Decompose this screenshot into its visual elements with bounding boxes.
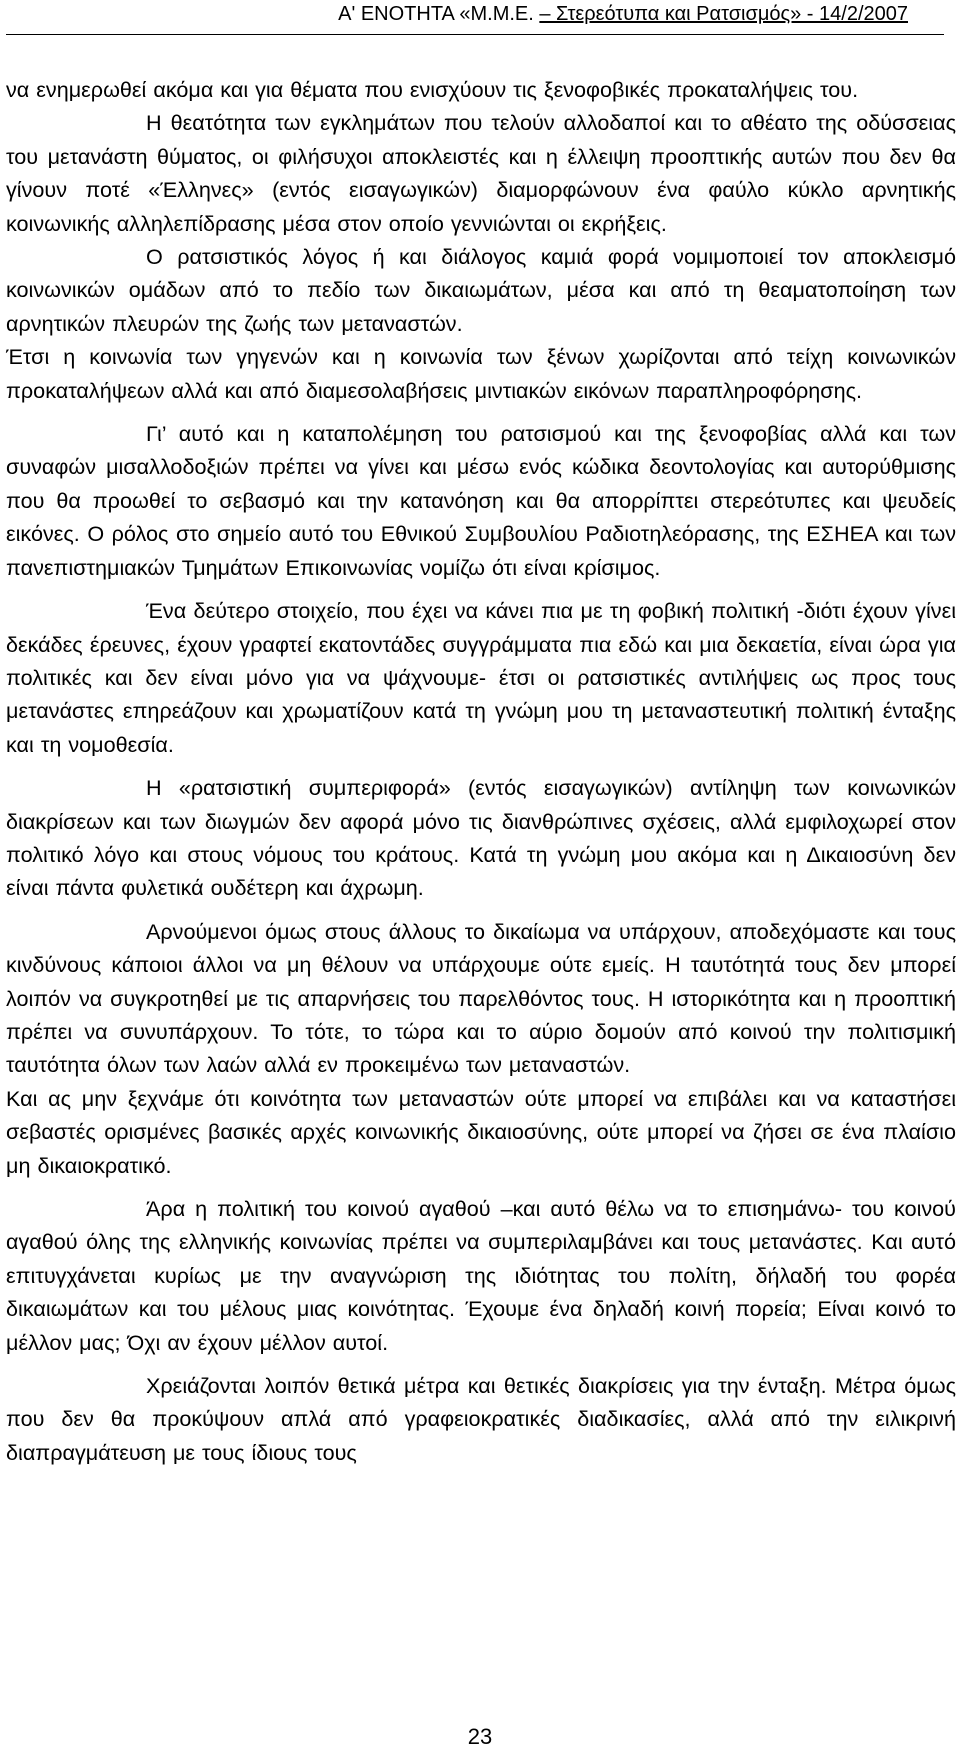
header-divider <box>6 34 944 35</box>
paragraph: Χρειάζονται λοιπόν θετικά μέτρα και θετικές διακρίσεις για την ένταξη. Μέτρα όμως που δεν θα προκύψουν απλά από γραφειοκρατικές διαδικασίες, αλλά από την ειλικρινή διαπραγμάτευση με τους ίδιους τους <box>6 1373 956 1465</box>
paragraph: να ενημερωθεί ακόμα και για θέματα που ενισχύουν τις ξενοφοβικές προκαταλήψεις του. <box>6 77 859 102</box>
paragraph: Ο ρατσιστικός λόγος ή και διάλογος καμιά φορά νομιμοποιεί τον αποκλεισμό κοινωνικών ομάδων από το πεδίο των δικαιωμάτων, μέσα και από τη θεαματοποίηση των αρνητικών πλευρών της ζωής των μεταναστών. <box>6 244 956 336</box>
paragraph: Ένα δεύτερο στοιχείο, που έχει να κάνει πια με τη φοβική πολιτική -διότι έχουν γίνει δεκάδες έρευνες, έχουν γραφτεί εκατοντάδες συγγράμματα πια εδώ και μια δεκαετία, είναι ώρα για πολιτικές και δεν είναι μόνο για να ψάχνουμε- έτσι οι ρατσιστικές αντιλήψεις ως προς τους μετανάστες επηρεάζουν και χρωματίζουν κατά τη γνώμη μου τη μεταναστευτική πολιτική ένταξης και τη νομοθεσία. <box>6 598 956 757</box>
page-header <box>338 2 908 26</box>
paragraph: Η «ρατσιστική συμπεριφορά» (εντός εισαγωγικών) αντίληψη των κοινωνικών διακρίσεων και των διωγμών δεν αφορά μόνο τις διανθρώπινες σχέσεις, αλλά εμφιλοχωρεί στον πολιτικό λόγο και στους νόμους του κράτους. Κατά τη γνώμη μου ακόμα και η Δικαιοσύνη δεν είναι πάντα φυλετικά ουδέτερη και άχρωμη. <box>6 775 956 901</box>
paragraph: Αρνούμενοι όμως στους άλλους το δικαίωμα να υπάρχουν, αποδεχόμαστε και τους κινδύνους κάποιοι άλλοι να μη θέλουν να υπάρχουμε ούτε εμείς. Η ταυτότητά τους δεν μπορεί λοιπόν να συγκροτηθεί με τις απαρνήσεις του παρελθόντος τους. Η ιστορικότητα και η προοπτική πρέπει να συνυπάρχουν. Το τότε, το τώρα και το αύριο δομούν από κοινού την πολιτισμική ταυτότητα όλων των λαών αλλά εν προκειμένω των μεταναστών. <box>6 918 956 1078</box>
page-number: 23 <box>467 1724 493 1749</box>
paragraph: Και ας μην ξεχνάμε ότι κοινότητα των μεταναστών ούτε μπορεί να επιβάλει και να καταστήσει σεβαστές ορισμένες βασικές αρχές κοινωνικής δικαιοσύνης, ούτε μπορεί να ζήσει σε ένα πλαίσιο μη δικαιοκρατικό. <box>6 1085 956 1178</box>
paragraph: Η θεατότητα των εγκλημάτων που τελούν αλλοδαποί και το αθέατο της οδύσσειας του μετανάστη θύματος, οι φιλήσυχοι αποκλειστές και η έλλειψη προοπτικής αυτών που δεν θα γίνουν ποτέ «Έλληνες» (εντός εισαγωγικών) διαμορφώνουν ένα φαύλο κύκλο αρνητικής κοινωνικής αλληλεπίδρασης μέσα στον οποίο γεννιώνται οι εκρήξεις. <box>6 110 956 236</box>
header-prefix: Α' ΕΝΟΤΗΤΑ «Μ.Μ.Ε. <box>338 3 540 25</box>
document-body <box>6 73 956 1469</box>
paragraph: Άρα η πολιτική του κοινού αγαθού –και αυτό θέλω να το επισημάνω- του κοινού αγαθού όλης της ελληνικής κοινωνίας πρέπει να συμπεριλαμβάνει και τους μετανάστες. Και αυτό επιτυγχάνεται κυρίως με την αναγνώριση της ιδιότητας του πολίτη, δήλαδή του φορέα δικαιωμάτων και του μέλους μιας κοινότητας. Έχουμε ένα δηλαδή κοινή πορεία; Είναι κοινό το μέλλον μας; Όχι αν έχουν μέλλον αυτοί. <box>6 1196 956 1355</box>
paragraph: Γι’ αυτό και η καταπολέμηση του ρατσισμού και της ξενοφοβίας αλλά και των συναφών μισαλλοδοξιών πρέπει να γίνει και μέσω ενός κώδικα δεοντολογίας και αυτορύθμισης που θα προωθεί το σεβασμό και την κατανόηση και θα απορρίπτει στερεότυπες και ψευδείς εικόνες. Ο ρόλος στο σημείο αυτό του Εθνικού Συμβουλίου Ραδιοτηλεόρασης, της ΕΣΗΕΑ και των πανεπιστημιακών Τμημάτων Επικοινωνίας νομίζω ότι είναι κρίσιμος. <box>6 421 956 580</box>
header-title-underlined: – Στερεότυπα και Ρατσισμός» - 14/2/2007 <box>539 3 908 25</box>
paragraph: Έτσι η κοινωνία των γηγενών και η κοινωνία των ξένων χωρίζονται από τείχη κοινωνικών προκαταλήψεων αλλά και από διαμεσολαβήσεις μιντιακών εικόνων παραπληροφόρησης. <box>6 344 956 403</box>
